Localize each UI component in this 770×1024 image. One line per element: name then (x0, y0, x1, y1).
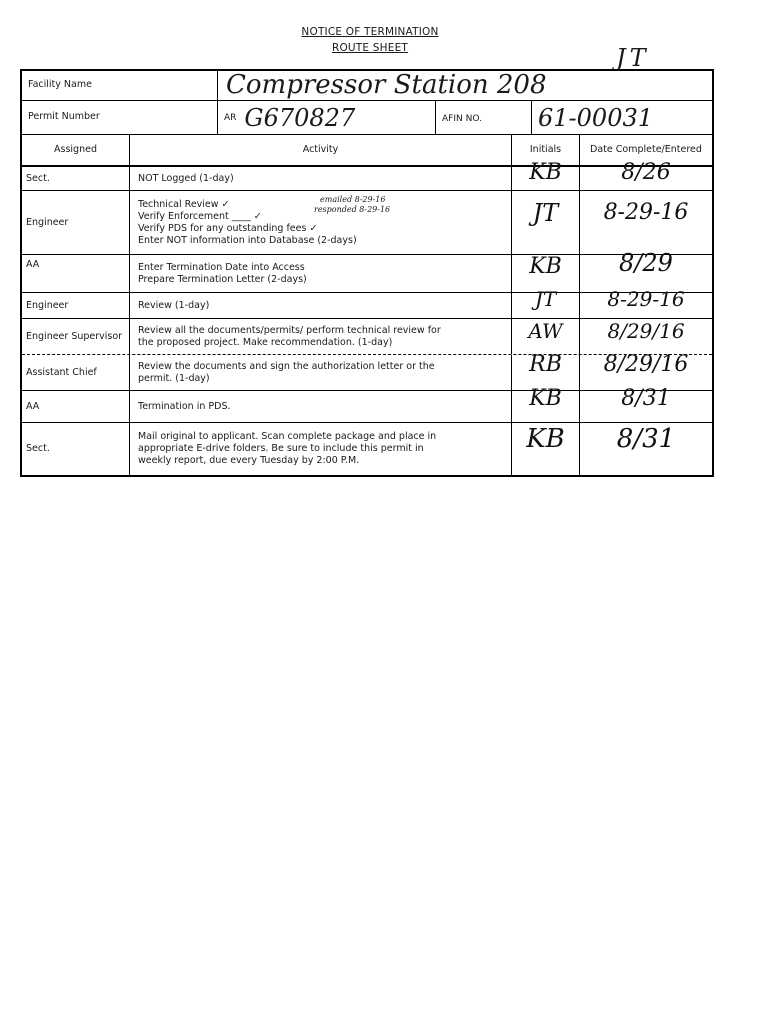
assigned-cell: Sect. (22, 167, 130, 190)
initials-field[interactable] (512, 160, 580, 190)
responded-note: responded 8-29-16 (314, 205, 391, 214)
activity-cell (130, 319, 512, 354)
table-row (22, 160, 712, 191)
date-value: 8/26 (621, 160, 671, 185)
activity-line: appropriate E-drive folders. Be sure to include this permit in (138, 443, 424, 454)
assigned-cell: Assistant Chief (22, 355, 130, 390)
activity-line: Verify PDS for any outstanding fees ✓ (138, 222, 318, 234)
activity-line: Review (1-day) (138, 299, 210, 311)
activity-line: NOT Logged (1-day) (138, 172, 234, 184)
initials-value: KB (529, 160, 562, 185)
facility-label: Facility Name (22, 71, 218, 100)
activity-line: Enter Termination Date into Access (138, 261, 305, 273)
activity-cell (130, 167, 512, 190)
date-value: 8/29 (619, 249, 673, 277)
initials-field[interactable] (512, 423, 580, 475)
date-value: 8-29-16 (603, 200, 689, 225)
date-field[interactable] (580, 386, 712, 422)
activity-line: Mail original to applicant. Scan complete package and place in (138, 431, 437, 442)
corner-initials: JT (616, 44, 650, 72)
table-row (22, 287, 712, 319)
date-field[interactable] (580, 160, 712, 190)
facility-row (22, 71, 712, 101)
activity-line: the proposed project. Make recommendation. (1-day) (138, 336, 393, 348)
form-title: NOTICE OF TERMINATION (301, 26, 439, 38)
initials-value: RB (529, 352, 562, 377)
initials-value: KB (529, 386, 562, 411)
activity-line: Termination in PDS. (138, 400, 231, 412)
permit-label: Permit Number (22, 101, 218, 134)
activity-cell (130, 293, 512, 318)
activity-cell (130, 191, 512, 254)
assigned-cell: Engineer Supervisor (22, 319, 130, 354)
col-assigned-header: Assigned (22, 135, 130, 165)
permit-number-value: G670827 (244, 103, 356, 132)
table-row (22, 319, 712, 355)
activity-line: permit. (1-day) (138, 372, 210, 384)
permit-number-field[interactable] (218, 101, 436, 134)
afin-value: 61-00031 (538, 103, 653, 132)
date-field[interactable] (580, 191, 712, 254)
emailed-note: emailed 8-29-16 (320, 195, 386, 204)
activity-line: Enter NOT information into Database (2-days) (138, 234, 357, 246)
date-value: 8/29/16 (603, 352, 689, 377)
initials-field[interactable] (512, 352, 580, 390)
activity-line: Technical Review ✓ (138, 198, 230, 210)
initials-field[interactable] (512, 191, 580, 254)
afin-field[interactable] (532, 101, 712, 134)
assigned-cell: Engineer (22, 191, 130, 254)
table-row (22, 386, 712, 423)
initials-field[interactable] (512, 386, 580, 422)
afin-label: AFIN NO. (436, 101, 532, 134)
col-activity-header: Activity (130, 135, 512, 165)
facility-name-field[interactable] (218, 71, 712, 100)
table-row (22, 191, 712, 255)
activity-line: Verify Enforcement ____ ✓ (138, 210, 262, 222)
ar-prefix: AR (224, 112, 237, 123)
activity-cell (130, 255, 512, 292)
activity-cell (130, 423, 512, 475)
initials-value: KB (526, 424, 565, 454)
activity-line: Review all the documents/permits/ perform technical review for (138, 324, 441, 336)
table-row (22, 352, 712, 391)
initials-value: JT (534, 287, 557, 311)
initials-field[interactable] (512, 319, 580, 354)
col-date-header: Date Complete/Entered (590, 144, 702, 155)
initials-field[interactable] (512, 287, 580, 318)
activity-line: weekly report, due every Tuesday by 2:00 P.M. (138, 455, 360, 466)
initials-value: JT (532, 199, 559, 227)
activity-cell (130, 391, 512, 422)
activity-line: Review the documents and sign the authorization letter or the (138, 360, 435, 372)
date-value: 8-29-16 (607, 287, 685, 311)
activity-cell (130, 355, 512, 390)
date-field[interactable] (580, 423, 712, 475)
table-row (22, 423, 712, 475)
route-sheet-table (20, 69, 714, 477)
assigned-cell: Sect. (22, 423, 130, 475)
date-value: 8/29/16 (607, 319, 685, 343)
assigned-cell: Engineer (22, 293, 130, 318)
facility-name-value: Compressor Station 208 (226, 70, 547, 100)
assigned-cell: AA (22, 255, 130, 292)
date-field[interactable] (580, 287, 712, 318)
col-initials-header: Initials (512, 135, 580, 165)
date-value: 8/31 (616, 424, 676, 454)
date-field[interactable] (580, 352, 712, 390)
initials-value: AW (528, 319, 563, 343)
header-row (22, 135, 712, 167)
assigned-cell: AA (22, 391, 130, 422)
permit-row (22, 101, 712, 135)
initials-value: KB (529, 254, 562, 279)
date-field[interactable] (580, 319, 712, 354)
activity-line: Prepare Termination Letter (2-days) (138, 273, 307, 285)
date-value: 8/31 (621, 386, 671, 411)
form-subtitle: ROUTE SHEET (331, 42, 409, 54)
